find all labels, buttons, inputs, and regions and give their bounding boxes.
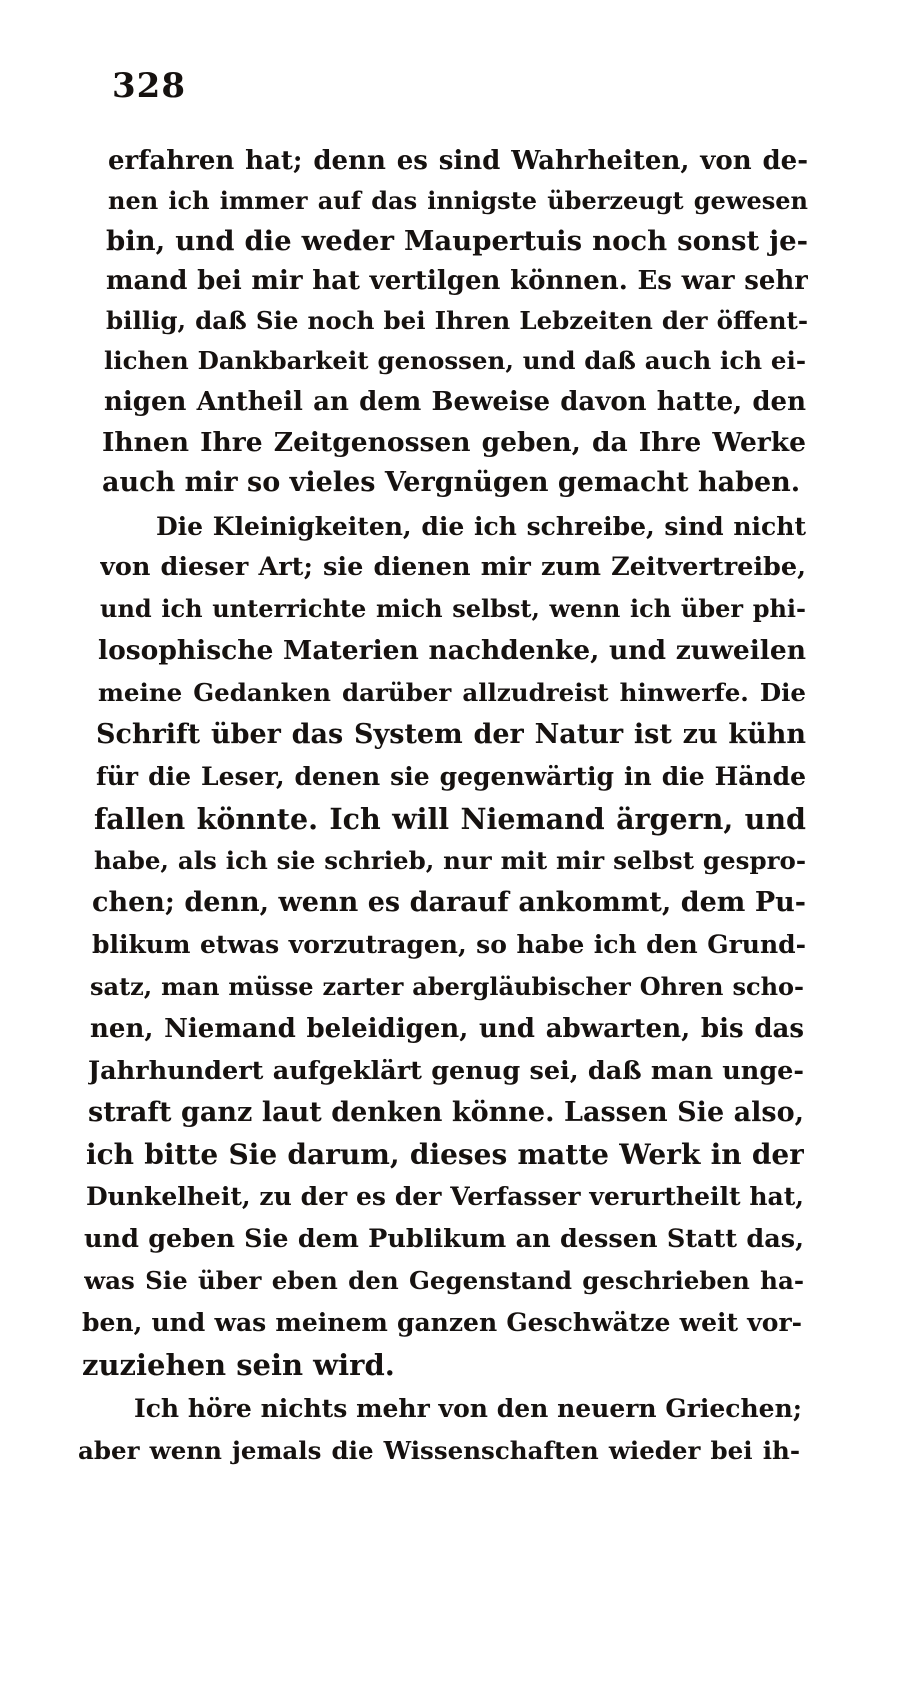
- text-line: von dieser Art; sie dienen mir zum Zeitvertreibe,: [100, 552, 806, 582]
- text-line: zuziehen sein wird.: [82, 1348, 395, 1382]
- text-line: lichen Dankbarkeit genossen, und daß auch ich ei-: [104, 346, 806, 375]
- text-line: satz, man müsse zarter abergläubischer Ohren scho-: [90, 972, 804, 1001]
- text-line: Jahrhundert aufgeklärt genug sei, daß man unge-: [88, 1056, 804, 1086]
- text-line: nen ich immer auf das innigste überzeugt gewesen: [108, 186, 808, 215]
- text-line: blikum etwas vorzutragen, so habe ich den Grund-: [92, 930, 806, 959]
- text-line: nigen Antheil an dem Beweise davon hatte, den: [104, 387, 806, 417]
- text-line: meine Gedanken darüber allzudreist hinwerfe. Die: [98, 678, 806, 707]
- text-line: ich bitte Sie darum, dieses matte Werk in der: [86, 1138, 804, 1171]
- text-line: Ihnen Ihre Zeitgenossen geben, da Ihre Werke: [102, 427, 806, 458]
- page-number: 328: [112, 66, 186, 106]
- text-line: Schrift über das System der Natur ist zu kühn: [96, 719, 806, 750]
- text-line: was Sie über eben den Gegenstand geschrieben ha-: [84, 1266, 804, 1295]
- text-line: Die Kleinigkeiten, die ich schreibe, sind nicht: [156, 512, 806, 541]
- text-line: aber wenn jemals die Wissenschaften wieder bei ih-: [78, 1436, 800, 1465]
- text-line: billig, daß Sie noch bei Ihren Lebzeiten der öffent-: [106, 306, 808, 335]
- text-line: fallen könnte. Ich will Niemand ärgern, und: [94, 802, 806, 836]
- text-line: auch mir so vieles Vergnügen gemacht haben.: [102, 467, 801, 498]
- text-line: straft ganz laut denken könne. Lassen Sie also,: [88, 1097, 804, 1128]
- text-line: losophische Materien nachdenke, und zuweilen: [98, 635, 806, 666]
- text-line: bin, und die weder Maupertuis noch sonst je-: [106, 225, 808, 257]
- text-line: ben, und was meinem ganzen Geschwätze weit vor-: [82, 1308, 802, 1337]
- text-line: und geben Sie dem Publikum an dessen Statt das,: [84, 1224, 804, 1254]
- text-line: Dunkelheit, zu der es der Verfasser verurtheilt hat,: [86, 1182, 804, 1211]
- text-line: erfahren hat; denn es sind Wahrheiten, von de-: [108, 146, 808, 176]
- text-line: nen, Niemand beleidigen, und abwarten, bis das: [90, 1014, 804, 1044]
- text-line: Ich höre nichts mehr von den neuern Griechen;: [134, 1394, 802, 1423]
- text-line: für die Leser, denen sie gegenwärtig in die Hände: [96, 762, 806, 791]
- text-line: und ich unterrichte mich selbst, wenn ich über phi-: [100, 594, 806, 623]
- text-line: habe, als ich sie schrieb, nur mit mir selbst gespro-: [94, 846, 806, 875]
- text-line: mand bei mir hat vertilgen können. Es war sehr: [106, 266, 808, 296]
- text-line: chen; denn, wenn es darauf ankommt, dem Pu-: [92, 887, 806, 918]
